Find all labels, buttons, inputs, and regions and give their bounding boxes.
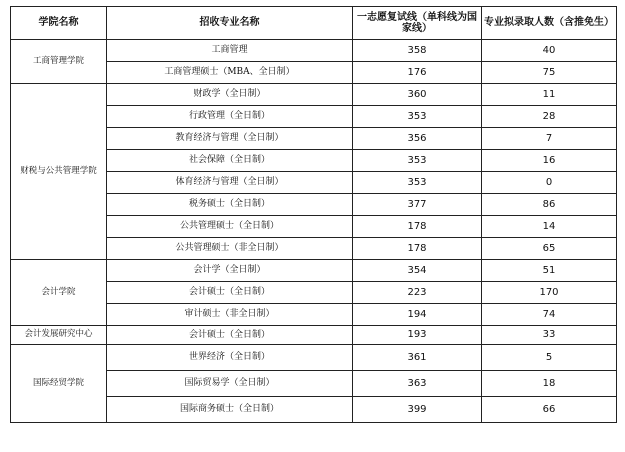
school-name: 会计学院 — [11, 260, 107, 326]
score-line: 193 — [353, 326, 482, 345]
major-name: 社会保障（全日制） — [107, 150, 353, 172]
score-line: 363 — [353, 371, 482, 397]
major-name: 审计硕士（非全日制） — [107, 304, 353, 326]
major-name: 会计学（全日制） — [107, 260, 353, 282]
major-name: 工商管理硕士（MBA、全日制） — [107, 62, 353, 84]
major-name: 行政管理（全日制） — [107, 106, 353, 128]
header-score-line: 一志愿复试线（单科线为国家线） — [353, 7, 482, 40]
admission-table — [10, 6, 617, 423]
table-row — [11, 326, 617, 345]
school-name: 国际经贸学院 — [11, 345, 107, 423]
admit-count: 170 — [482, 282, 617, 304]
admit-count: 74 — [482, 304, 617, 326]
score-line: 399 — [353, 397, 482, 423]
score-line: 223 — [353, 282, 482, 304]
admit-count: 33 — [482, 326, 617, 345]
major-name: 财政学（全日制） — [107, 84, 353, 106]
table-row — [11, 345, 617, 371]
admit-count: 11 — [482, 84, 617, 106]
table-row — [11, 260, 617, 282]
score-line: 178 — [353, 238, 482, 260]
admit-count: 65 — [482, 238, 617, 260]
score-line: 176 — [353, 62, 482, 84]
major-name: 体育经济与管理（全日制） — [107, 172, 353, 194]
score-line: 360 — [353, 84, 482, 106]
major-name: 国际贸易学（全日制） — [107, 371, 353, 397]
major-name: 国际商务硕士（全日制） — [107, 397, 353, 423]
admit-count: 14 — [482, 216, 617, 238]
score-line: 194 — [353, 304, 482, 326]
score-line: 353 — [353, 106, 482, 128]
score-line: 178 — [353, 216, 482, 238]
major-name: 工商管理 — [107, 40, 353, 62]
table-body — [11, 40, 617, 423]
score-line: 361 — [353, 345, 482, 371]
major-name: 公共管理硕士（全日制） — [107, 216, 353, 238]
score-line: 354 — [353, 260, 482, 282]
admit-count: 66 — [482, 397, 617, 423]
major-name: 会计硕士（全日制） — [107, 282, 353, 304]
admit-count: 40 — [482, 40, 617, 62]
admit-count: 86 — [482, 194, 617, 216]
admit-count: 0 — [482, 172, 617, 194]
major-name: 税务硕士（全日制） — [107, 194, 353, 216]
admit-count: 16 — [482, 150, 617, 172]
major-name: 教育经济与管理（全日制） — [107, 128, 353, 150]
school-name: 工商管理学院 — [11, 40, 107, 84]
admit-count: 51 — [482, 260, 617, 282]
admit-count: 18 — [482, 371, 617, 397]
score-line: 353 — [353, 150, 482, 172]
header-major: 招收专业名称 — [107, 7, 353, 40]
admit-count: 5 — [482, 345, 617, 371]
admit-count: 75 — [482, 62, 617, 84]
score-line: 356 — [353, 128, 482, 150]
major-name: 世界经济（全日制） — [107, 345, 353, 371]
admit-count: 28 — [482, 106, 617, 128]
school-name: 财税与公共管理学院 — [11, 84, 107, 260]
score-line: 353 — [353, 172, 482, 194]
header-admit-count: 专业拟录取人数（含推免生） — [482, 7, 617, 40]
header-school: 学院名称 — [11, 7, 107, 40]
major-name: 会计硕士（全日制） — [107, 326, 353, 345]
major-name: 公共管理硕士（非全日制） — [107, 238, 353, 260]
table-row — [11, 40, 617, 62]
score-line: 377 — [353, 194, 482, 216]
score-line: 358 — [353, 40, 482, 62]
admit-count: 7 — [482, 128, 617, 150]
header-row — [11, 7, 617, 40]
table-row — [11, 84, 617, 106]
school-name: 会计发展研究中心 — [11, 326, 107, 345]
